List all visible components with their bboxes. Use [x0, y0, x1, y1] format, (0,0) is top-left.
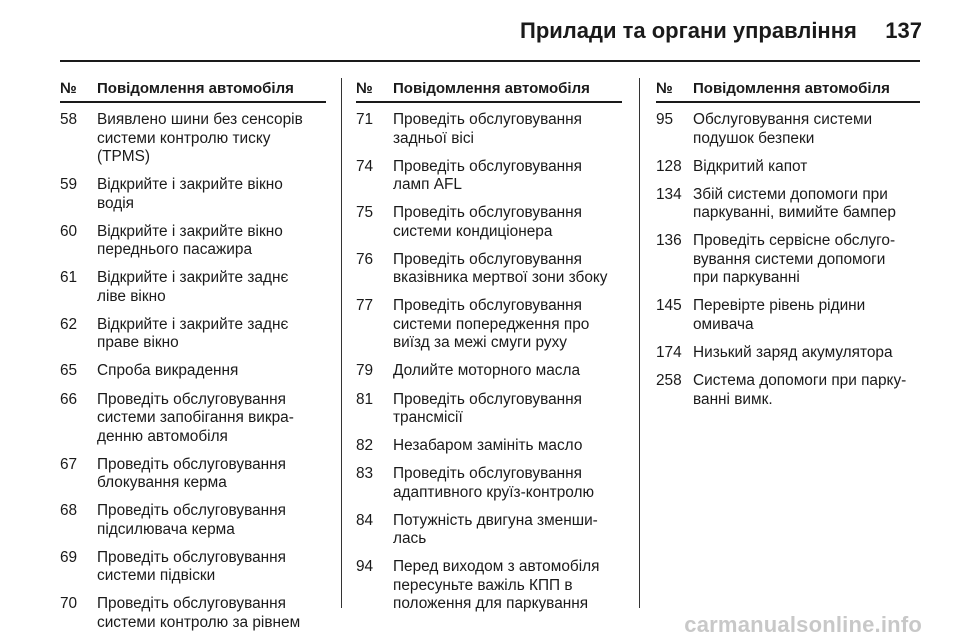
message-row [60, 391, 326, 447]
message-row [356, 512, 622, 549]
message-text [97, 391, 326, 447]
message-text [393, 251, 622, 288]
message-number: 75 [356, 204, 374, 222]
message-text [97, 111, 326, 167]
column-header [60, 80, 326, 103]
message-number: 60 [60, 222, 78, 240]
message-number: 84 [356, 511, 374, 529]
message-row [60, 549, 326, 586]
message-text-line: Потужність двигуна зменши- [393, 511, 598, 529]
message-row [656, 111, 920, 148]
message-row [60, 176, 326, 213]
message-text [393, 297, 622, 353]
message-text [97, 269, 326, 306]
message-text-line: переднього пасажира [97, 241, 253, 259]
message-number: 145 [656, 297, 682, 315]
message-text-line: водія [97, 194, 134, 212]
message-text-line: Проведіть обслуговування [97, 548, 286, 566]
column-header-number: № [356, 80, 373, 97]
message-text-line: Проведіть обслуговування [393, 204, 582, 222]
message-text-line: Перед виходом з автомобіля [393, 558, 600, 576]
message-text-line: Проведіть обслуговування [393, 297, 582, 315]
message-text-line: (TPMS) [97, 148, 151, 165]
message-text-line: Проведіть обслуговування [97, 390, 286, 408]
message-text-line: положення для паркування [393, 595, 589, 613]
message-text-line: при паркуванні [693, 269, 800, 287]
message-text-line: Проведіть обслуговування [393, 390, 582, 408]
message-text-line: Збій системи допомоги при [693, 185, 888, 203]
message-number: 61 [60, 269, 78, 287]
message-text-line: Перевірте рівень рідини [693, 297, 866, 315]
message-row [356, 437, 622, 456]
message-column-1 [60, 80, 326, 642]
message-text [693, 372, 920, 409]
column-divider [341, 78, 342, 608]
message-text-line: системи підвіски [97, 567, 216, 585]
message-text-line: виїзд за межі смуги руху [393, 334, 567, 352]
message-text [693, 344, 920, 363]
message-text-line: Відкрийте і закрийте заднє [97, 315, 289, 333]
column-header-label: Повідомлення автомобіля [393, 80, 590, 97]
message-text-line: блокування керма [97, 474, 227, 492]
message-text-line: системи попередження про [393, 315, 590, 333]
message-number: 67 [60, 455, 78, 473]
message-text [97, 223, 326, 260]
message-text-line: трансмісії [393, 409, 463, 427]
message-column-3 [656, 80, 920, 419]
message-text [693, 232, 920, 288]
message-text-line: ванні вимк. [693, 390, 773, 408]
message-text-line: Відкрийте і закрийте заднє [97, 269, 289, 287]
message-number: 69 [60, 548, 78, 566]
page-number: 137 [885, 18, 922, 43]
message-number: 128 [656, 157, 682, 175]
message-text-line: подушок безпеки [693, 129, 815, 147]
message-text-line: Система допомоги при парку- [693, 372, 907, 390]
message-number: 70 [60, 595, 78, 613]
message-text-line: ламп AFL [393, 176, 462, 194]
message-text-line: Відкрийте і закрийте вікно [97, 176, 283, 194]
message-row [60, 595, 326, 632]
message-text [393, 362, 622, 381]
message-text-line: Низький заряд акумулятора [693, 343, 893, 361]
message-row [60, 456, 326, 493]
message-row [656, 186, 920, 223]
message-text [393, 158, 622, 195]
message-row [356, 204, 622, 241]
message-number: 65 [60, 362, 78, 380]
message-text-line: Відкритий капот [693, 157, 808, 175]
message-row [356, 391, 622, 428]
message-text-line: системи запобігання викра- [97, 409, 294, 427]
message-number: 81 [356, 390, 374, 408]
message-number: 136 [656, 232, 682, 250]
message-number: 94 [356, 558, 374, 576]
message-text-line: Виявлено шини без сенсорів [97, 111, 303, 128]
message-number: 59 [60, 176, 78, 194]
message-text [393, 111, 622, 148]
message-row [656, 344, 920, 363]
message-text-line: адаптивного круїз-контролю [393, 483, 595, 501]
message-row [356, 362, 622, 381]
message-text-line: Проведіть обслуговування [393, 111, 582, 128]
message-number: 134 [656, 185, 682, 203]
message-text-line: Спроба викрадення [97, 362, 239, 380]
message-row [356, 297, 622, 353]
message-row [60, 316, 326, 353]
message-list [60, 111, 326, 632]
message-row [60, 269, 326, 306]
message-text [393, 391, 622, 428]
message-row [356, 558, 622, 614]
message-text [693, 186, 920, 223]
message-text [97, 362, 326, 381]
message-text-line: Незабаром замініть масло [393, 437, 583, 455]
message-column-2 [356, 80, 622, 624]
message-number: 68 [60, 502, 78, 520]
message-number: 258 [656, 372, 682, 390]
message-number: 71 [356, 111, 374, 128]
message-text-line: вування системи допомоги [693, 250, 886, 268]
message-number: 77 [356, 297, 374, 315]
message-text [393, 465, 622, 502]
message-text [97, 549, 326, 586]
message-row [656, 372, 920, 409]
message-text-line: Проведіть обслуговування [97, 595, 286, 613]
message-row [656, 232, 920, 288]
message-text-line: підсилювача керма [97, 520, 235, 538]
message-number: 82 [356, 437, 374, 455]
message-text [97, 456, 326, 493]
column-divider [639, 78, 640, 608]
message-text-line: Проведіть обслуговування [393, 157, 582, 175]
message-text-line: омивача [693, 315, 754, 333]
message-text-line: Обслуговування системи [693, 111, 873, 128]
message-text-line: ліве вікно [97, 287, 166, 305]
message-number: 58 [60, 111, 78, 128]
message-text-line: паркуванні, вимийте бампер [693, 204, 896, 222]
message-text-line: Проведіть обслуговування [97, 455, 286, 473]
message-text-line: денню автомобіля [97, 427, 228, 445]
message-text-line: системи контролю тиску [97, 129, 271, 147]
message-number: 79 [356, 362, 374, 380]
message-text [393, 437, 622, 456]
message-row [356, 251, 622, 288]
message-text-line: Проведіть обслуговування [393, 250, 582, 268]
column-header-number: № [60, 80, 77, 97]
column-header [656, 80, 920, 103]
message-text-line: Проведіть обслуговування [393, 465, 582, 483]
message-text [693, 297, 920, 334]
message-list [656, 111, 920, 409]
message-row [356, 465, 622, 502]
message-number: 95 [656, 111, 674, 128]
message-text-line: системи кондиціонера [393, 222, 553, 240]
message-text [393, 558, 622, 614]
message-text [693, 158, 920, 177]
message-row [356, 111, 622, 148]
message-list [356, 111, 622, 614]
message-text [97, 316, 326, 353]
column-header [356, 80, 622, 103]
message-text-line: системи контролю за рівнем [97, 613, 301, 631]
message-text-line: Відкрийте і закрийте вікно [97, 222, 283, 240]
message-row [356, 158, 622, 195]
column-header-label: Повідомлення автомобіля [97, 80, 294, 97]
column-header-number: № [656, 80, 673, 97]
message-text-line: задньої вісі [393, 129, 474, 147]
message-text [393, 512, 622, 549]
message-text-line: Проведіть сервісне обслуго- [693, 232, 896, 250]
message-row [656, 158, 920, 177]
message-text-line: пересуньте важіль КПП в [393, 576, 573, 594]
message-number: 66 [60, 390, 78, 408]
message-number: 76 [356, 250, 374, 268]
message-text [693, 111, 920, 148]
watermark: carmanualsonline.info [684, 612, 922, 637]
message-text-line: Долийте моторного масла [393, 362, 581, 380]
page-title: Прилади та органи управління [520, 18, 857, 43]
message-text [97, 595, 326, 632]
column-header-label: Повідомлення автомобіля [693, 80, 890, 97]
message-text-line: праве вікно [97, 334, 179, 352]
message-text-line: вказівника мертвої зони збоку [393, 269, 608, 287]
message-number: 174 [656, 343, 682, 361]
message-text-line: Проведіть обслуговування [97, 502, 286, 520]
message-row [656, 297, 920, 334]
message-text [393, 204, 622, 241]
message-row [60, 223, 326, 260]
message-number: 74 [356, 157, 374, 175]
message-text [97, 502, 326, 539]
message-text [97, 176, 326, 213]
message-number: 83 [356, 465, 374, 483]
message-row [60, 111, 326, 167]
message-number: 62 [60, 315, 78, 333]
message-row [60, 502, 326, 539]
header-divider [60, 60, 920, 62]
message-row [60, 362, 326, 381]
message-text-line: лась [393, 530, 427, 548]
